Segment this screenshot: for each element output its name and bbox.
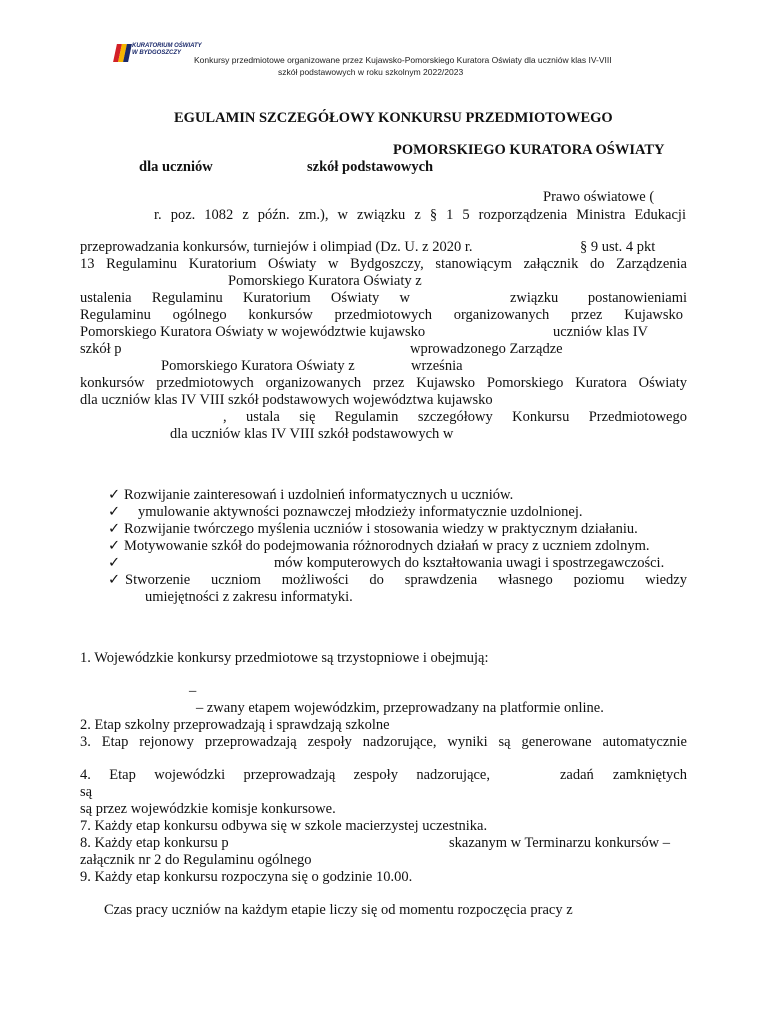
rule-10: Czas pracy uczniów na każdym etapie liczy się od momentu rozpoczęcia pracy z <box>104 902 573 918</box>
goal-text-6-cont: umiejętności z zakresu informatyki. <box>145 589 353 605</box>
intro-line-10b: września <box>411 358 463 374</box>
goal-text: Motywowanie szkół do podejmowania różnorodnych działań w pracy z uczniem zdolnym. <box>124 538 650 554</box>
rule-3: 3. Etap rejonowy przeprowadzają zespoły nadzorujące, wyniki są generowane automatycznie <box>80 734 687 750</box>
logo-stripes-icon <box>114 44 130 62</box>
intro-line-4: 13 Regulaminu Kuratorium Oświaty w Bydgoszczy, stanowiącym załącznik do Zarządzenia <box>80 256 687 272</box>
rule-1: 1. Wojewódzkie konkursy przedmiotowe są trzystopniowe i obejmują: <box>80 650 489 666</box>
goal-text: Rozwijanie twórczego myślenia uczniów i stosowania wiedzy w praktycznym działaniu. <box>124 521 638 537</box>
header-line-1: Konkursy przedmiotowe organizowane przez Kujawsko-Pomorskiego Kuratora Oświaty dla uczniów klas IV-VIII <box>194 55 612 65</box>
kuratorium-logo <box>114 42 202 64</box>
intro-line-7: Regulaminu ogólnego konkursów przedmiotowych organizowanych przez Kujawsko <box>80 307 683 323</box>
title-line-3b: szkół podstawowych <box>307 159 434 175</box>
intro-line-5: Pomorskiego Kuratora Oświaty z <box>228 273 422 289</box>
rule-8c: załącznik nr 2 do Regulaminu ogólnego <box>80 852 312 868</box>
goal-item-5 <box>108 555 664 572</box>
goal-item-6 <box>108 572 124 589</box>
intro-line-10a: Pomorskiego Kuratora Oświaty z <box>161 358 355 374</box>
title-line-3a: dla uczniów <box>139 159 213 175</box>
goal-item-2 <box>108 504 583 521</box>
logo-text-line2: W BYDGOSZCZY <box>132 50 181 56</box>
rule-4a: 4. Etap wojewódzki przeprowadzają zespoły nadzorujące, <box>80 767 490 783</box>
rule-1-stage: – zwany etapem wojewódzkim, przeprowadzany na platformie online. <box>196 700 604 716</box>
rule-4c: są <box>80 784 93 800</box>
intro-line-8b: uczniów klas IV <box>553 324 649 340</box>
intro-line-9b: wprowadzonego Zarządze <box>410 341 563 357</box>
intro-line-8a: Pomorskiego Kuratora Oświaty w województwie kujawsko <box>80 324 426 340</box>
header-line-2: szkół podstawowych w roku szkolnym 2022/2023 <box>278 67 464 77</box>
checkmark-icon: ✓ <box>108 487 121 503</box>
goal-item-1 <box>108 487 513 504</box>
logo-text-line1: KURATORIUM OŚWIATY <box>132 43 202 49</box>
rule-4d: są przez wojewódzkie komisje konkursowe. <box>80 801 336 817</box>
checkmark-icon: ✓ <box>108 504 121 520</box>
intro-line-2: r. poz. 1082 z późn. zm.), w związku z § 1 5 rozporządzenia Ministra Edukacji <box>154 207 686 223</box>
checkmark-icon: ✓ <box>108 521 121 537</box>
checkmark-icon: ✓ <box>108 572 121 588</box>
intro-line-6a: ustalenia Regulaminu Kuratorium Oświaty w <box>80 290 410 306</box>
rule-8b: skazanym w Terminarzu konkursów – <box>449 835 670 851</box>
goal-text: Rozwijanie zainteresowań i uzdolnień informatycznych u uczniów. <box>124 487 514 503</box>
goal-item-3 <box>108 521 638 538</box>
rule-4b: zadań zamkniętych <box>560 767 687 783</box>
intro-line-3a: przeprowadzania konkursów, turniejów i olimpiad (Dz. U. z 2020 r. <box>80 239 473 255</box>
logo-text <box>132 43 202 57</box>
rule-8a: 8. Każdy etap konkursu p <box>80 835 229 851</box>
intro-line-3b: § 9 ust. 4 pkt <box>580 239 656 255</box>
checkmark-icon: ✓ <box>108 555 121 571</box>
rule-1-dash: – <box>189 683 197 699</box>
rule-9: 9. Każdy etap konkursu rozpoczyna się o godzinie 10.00. <box>80 869 413 885</box>
rule-7: 7. Każdy etap konkursu odbywa się w szkole macierzystej uczestnika. <box>80 818 488 834</box>
goal-item-4 <box>108 538 649 555</box>
intro-line-9a: szkół p <box>80 341 122 357</box>
goal-text: mów komputerowych do kształtowania uwagi i spostrzegawczości. <box>274 555 665 571</box>
goal-text: ymulowanie aktywności poznawczej młodzieży informatycznie uzdolnionej. <box>138 504 583 520</box>
title-line-1: EGULAMIN SZCZEGÓŁOWY KONKURSU PRZEDMIOTOWEGO <box>174 110 613 126</box>
intro-line-13: , ustala się Regulamin szczegółowy Konkursu Przedmiotowego <box>223 409 687 425</box>
intro-line-1: Prawo oświatowe ( <box>543 189 655 205</box>
intro-line-14: dla uczniów klas IV VIII szkół podstawowych w <box>170 426 454 442</box>
goal-text-6: Stworzenie uczniom możliwości do sprawdzenia własnego poziomu wiedzy <box>125 572 687 588</box>
intro-line-11: konkursów przedmiotowych organizowanych przez Kujawsko Pomorskiego Kuratora Oświaty <box>80 375 687 391</box>
rule-2: 2. Etap szkolny przeprowadzają i sprawdzają szkolne <box>80 717 390 733</box>
intro-line-6b: związku postanowieniami <box>510 290 687 306</box>
intro-line-12: dla uczniów klas IV VIII szkół podstawowych województwa kujawsko <box>80 392 493 408</box>
checkmark-icon: ✓ <box>108 538 121 554</box>
title-line-2: POMORSKIEGO KURATORA OŚWIATY <box>393 142 665 158</box>
